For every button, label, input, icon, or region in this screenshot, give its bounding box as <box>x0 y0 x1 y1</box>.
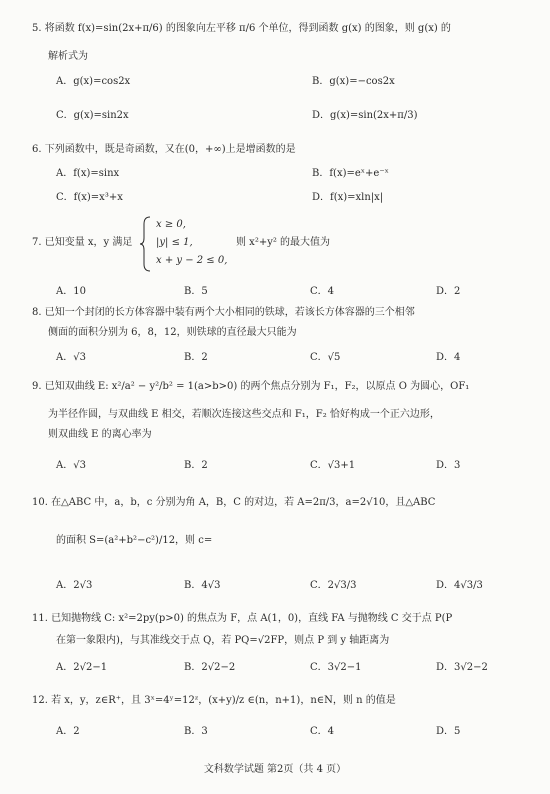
brace-icon <box>140 216 152 272</box>
options-row <box>56 190 526 206</box>
option-b[interactable]: B．2√2−2 <box>184 662 236 673</box>
option-c[interactable]: C．4 <box>310 726 335 737</box>
option-d[interactable]: D．4√3/3 <box>436 580 483 591</box>
option-d[interactable]: D．3 <box>436 460 461 471</box>
question-6: 6. 下列函数中，既是奇函数，又在(0，+∞)上是增函数的是 <box>32 144 296 155</box>
question-text-line: 为半径作圆，与双曲线 E 相交，若顺次连接这些交点和 F₁，F₂ 恰好构成一个正六边形， <box>48 409 440 420</box>
option-b[interactable]: B．5 <box>184 286 208 297</box>
inequality-system: x ≥ 0, |y| ≤ 1, x + y − 2 ≤ 0, <box>156 219 228 266</box>
page-footer: 文科数学试题 第2页（共 4 页） <box>203 764 347 775</box>
options-row <box>56 284 526 300</box>
question-5 <box>32 22 532 36</box>
option-b[interactable]: B．g(x)=−cos2x <box>312 76 395 87</box>
question-11: 11. 已知抛物线 C: x²=2py(p>0) 的焦点为 F，点 A(1，0)，直线 FA 与抛物线 C 交于点 P(P <box>32 613 453 624</box>
option-c[interactable]: C．√3+1 <box>310 460 356 471</box>
option-c[interactable]: C．3√2−1 <box>310 662 362 673</box>
question-12: 12. 若 x，y，z∈R⁺，且 3ˣ=4ʸ=12ᶻ，(x+y)/z ∈(n，n+1)，n∈N，则 n 的值是 <box>32 695 396 706</box>
option-d[interactable]: D．f(x)=xln|x| <box>312 192 384 203</box>
question-text-line: 的面积 S=(a²+b²−c²)/12，则 c= <box>56 535 213 546</box>
option-b[interactable]: B．3 <box>184 726 208 737</box>
question-text-line: 在第一象限内)，与其准线交于点 Q，若 PQ=√2FP，则点 P 到 y 轴距离为 <box>56 635 390 646</box>
option-d[interactable]: D．5 <box>436 726 461 737</box>
options-row <box>56 724 526 740</box>
option-b[interactable]: B．f(x)=eˣ+e⁻ˣ <box>312 168 389 179</box>
option-d[interactable]: D．g(x)=sin(2x+π/3) <box>312 110 418 121</box>
options-row <box>56 108 526 124</box>
option-d[interactable]: D．2 <box>436 286 461 297</box>
option-c[interactable]: C．g(x)=sin2x <box>56 110 129 121</box>
options-row <box>56 166 526 182</box>
options-row <box>56 660 526 676</box>
option-d[interactable]: D．3√2−2 <box>436 662 488 673</box>
option-a[interactable]: A．√3 <box>56 352 86 363</box>
option-a[interactable]: A．g(x)=cos2x <box>56 76 131 87</box>
option-a[interactable]: A．10 <box>56 286 86 297</box>
option-b[interactable]: B．4√3 <box>184 580 221 591</box>
options-row <box>56 350 526 366</box>
question-8: 8. 已知一个封闭的长方体容器中装有两个大小相同的铁球，若该长方体容器的三个相邻 <box>32 307 415 318</box>
question-7: 7. 已知变量 x，y 满足 <box>32 237 133 248</box>
option-a[interactable]: A．2 <box>56 726 80 737</box>
option-c[interactable]: C．f(x)=x³+x <box>56 192 123 203</box>
options-row <box>56 74 526 90</box>
options-row <box>56 458 526 474</box>
option-a[interactable]: A．2√3 <box>56 580 93 591</box>
question-10: 10. 在△ABC 中，a，b，c 分别为角 A，B，C 的对边，若 A=2π/3，a=2√10，且△ABC <box>32 497 436 508</box>
option-c[interactable]: C．4 <box>310 286 335 297</box>
question-text-line: 则双曲线 E 的离心率为 <box>48 429 152 440</box>
option-b[interactable]: B．2 <box>184 460 208 471</box>
question-text-line: 侧面的面积分别为 6，8，12，则铁球的直径最大只能为 <box>48 327 297 338</box>
option-a[interactable]: A．2√2−1 <box>56 662 108 673</box>
option-a[interactable]: A．√3 <box>56 460 86 471</box>
option-b[interactable]: B．2 <box>184 352 208 363</box>
question-text-line: 则 x²+y² 的最大值为 <box>236 237 331 248</box>
question-text-line: 解析式为 <box>48 51 88 62</box>
option-c[interactable]: C．√5 <box>310 352 341 363</box>
question-text-line: 5. 将函数 f(x)=sin(2x+π/6) 的图象向左平移 π/6 个单位，得到函数 g(x) 的图象，则 g(x) 的 <box>32 23 451 34</box>
option-c[interactable]: C．2√3/3 <box>310 580 357 591</box>
question-9: 9. 已知双曲线 E: x²/a² − y²/b² = 1(a>b>0) 的两个焦点分别为 F₁，F₂，以原点 O 为圆心，OF₁ <box>32 381 470 392</box>
option-d[interactable]: D．4 <box>436 352 461 363</box>
options-row <box>56 578 526 594</box>
option-a[interactable]: A．f(x)=sinx <box>56 168 120 179</box>
